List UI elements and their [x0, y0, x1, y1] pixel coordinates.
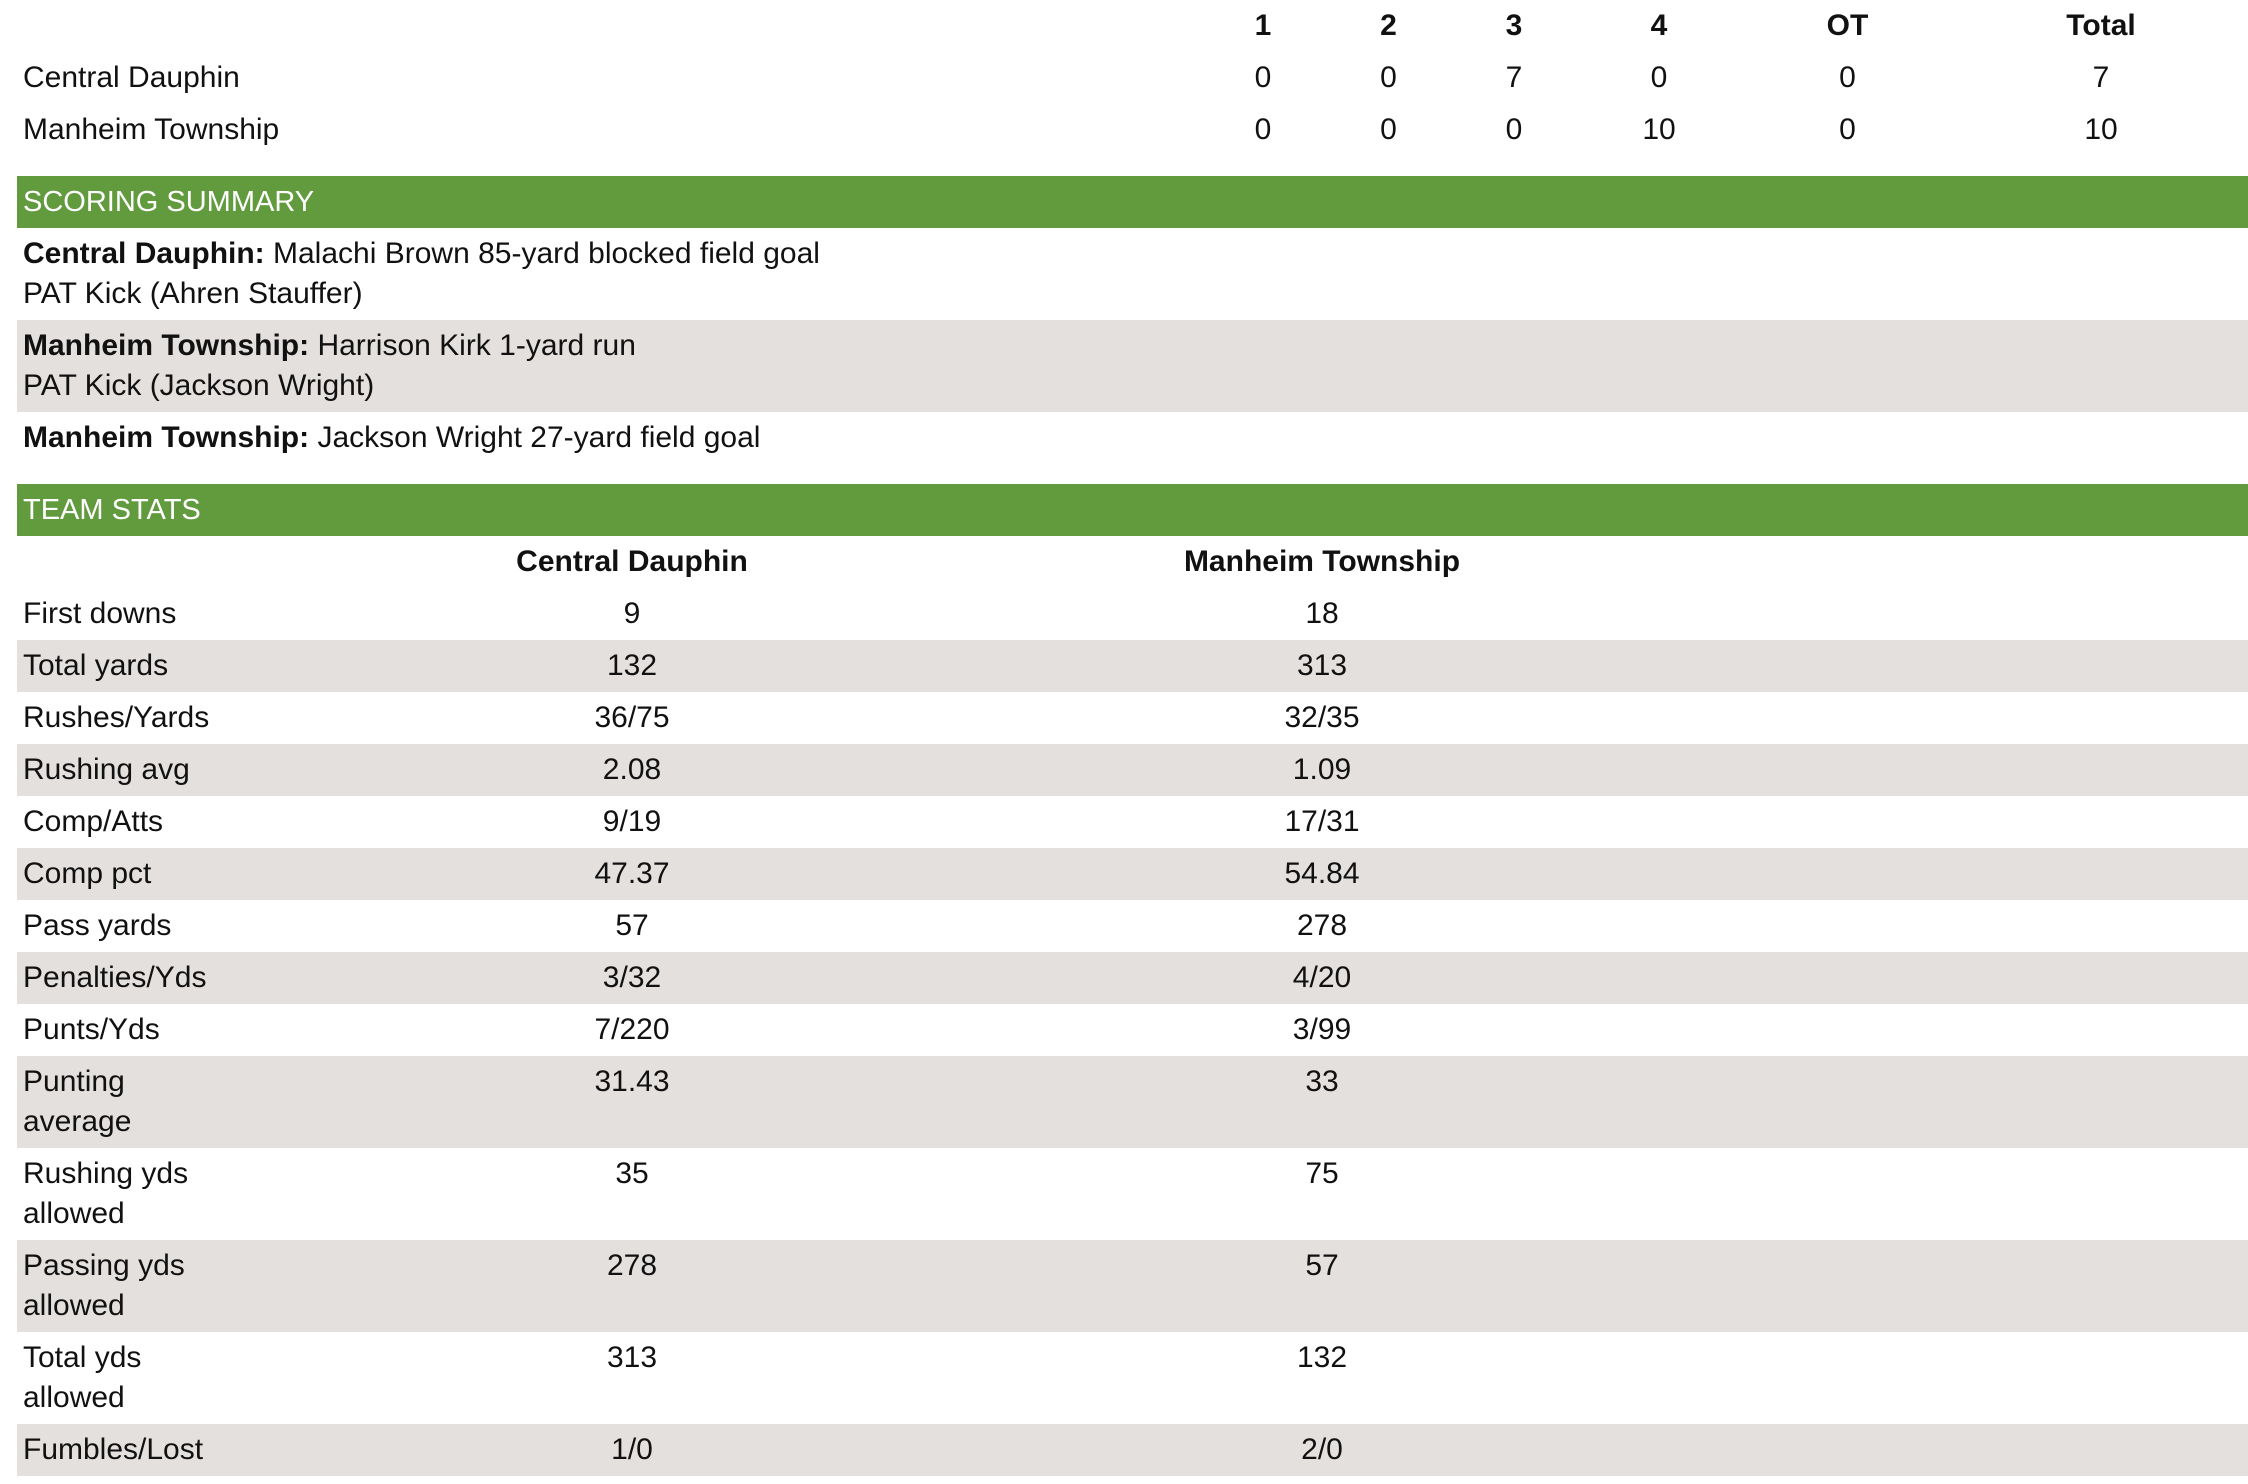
- stat-label: Total yards: [17, 640, 232, 692]
- scoring-play-pat: PAT Kick (Jackson Wright): [23, 369, 375, 402]
- stat-cell-team2: [1032, 692, 2248, 744]
- stat-row: [17, 952, 2248, 1004]
- stat-value-team1: 9: [623, 597, 641, 630]
- scoring-play-team: Manheim Township:: [23, 329, 310, 362]
- stat-label: Comp pct: [17, 848, 232, 900]
- stat-row: [17, 1004, 2248, 1056]
- linescore-team-header: [17, 0, 1200, 52]
- stat-value-team1: 1/0: [232, 1424, 1032, 1476]
- stat-row: [17, 1424, 2248, 1476]
- linescore-team-name: Central Dauphin: [23, 61, 240, 94]
- stat-value-team2: 33: [1305, 1065, 1339, 1098]
- linescore-header-q4: 4: [1650, 9, 1668, 42]
- stat-cell-team2: [1032, 1004, 2248, 1056]
- stat-cell-team2: [1032, 744, 2248, 796]
- stat-row: [17, 1056, 2248, 1148]
- scoring-play-line: [23, 326, 2248, 366]
- team-stats-header: TEAM STATS: [17, 484, 2248, 536]
- linescore-score: 0: [1380, 113, 1397, 146]
- stat-row: [17, 1240, 2248, 1332]
- stat-value-team2: 3/99: [1292, 1013, 1352, 1046]
- stat-row: [17, 900, 2248, 952]
- stat-cell-team2: [1032, 848, 2248, 900]
- scoring-play-desc: Jackson Wright 27-yard field goal: [309, 421, 761, 454]
- scoring-play-desc: Harrison Kirk 1-yard run: [309, 329, 636, 362]
- scoring-play-pat: PAT Kick (Ahren Stauffer): [23, 277, 363, 310]
- scoring-play-line: [23, 234, 2248, 274]
- scoring-play-team: Central Dauphin:: [23, 237, 265, 270]
- stat-label: Punts/Yds: [23, 1013, 160, 1046]
- stat-value-team1: 278: [232, 1240, 1032, 1332]
- linescore-score: 7: [1505, 61, 1523, 94]
- linescore-score: 0: [1839, 113, 1856, 146]
- stat-label: Penalties/Yds: [17, 952, 232, 1004]
- linescore-header-q2: 2: [1380, 9, 1397, 42]
- stat-label: Pass yards: [23, 909, 172, 942]
- stat-cell-team2: [1032, 588, 2248, 640]
- stat-value-team1: 2.08: [232, 744, 1032, 796]
- stat-value-team2: 54.84: [1284, 857, 1360, 890]
- stat-cell-team2: [1032, 796, 2248, 848]
- stat-cell-team2: [1032, 1332, 2248, 1424]
- linescore-score: 0: [1254, 61, 1272, 94]
- linescore-score: 0: [1505, 113, 1523, 146]
- stat-label: Punting average: [17, 1056, 232, 1148]
- stat-row: [17, 744, 2248, 796]
- stat-value-team2: 313: [1296, 649, 1348, 682]
- linescore-total: 10: [2084, 113, 2118, 146]
- stat-label: Rushing yds allowed: [23, 1157, 189, 1230]
- stat-value-team1: 57: [615, 909, 649, 942]
- scoring-play-desc: Malachi Brown 85-yard blocked field goal: [264, 237, 820, 270]
- linescore-team-name: Manheim Township: [23, 113, 280, 146]
- stat-value-team2: 57: [1305, 1249, 1339, 1282]
- stat-label: Passing yds allowed: [17, 1240, 232, 1332]
- stat-cell-team2: [1032, 1056, 2248, 1148]
- linescore-table: [17, 0, 2248, 156]
- stat-label: Rushing avg: [17, 744, 232, 796]
- stat-cell-team2: [1032, 900, 2248, 952]
- linescore-header-q1: 1: [1254, 9, 1272, 42]
- linescore-score: 10: [1642, 113, 1676, 146]
- linescore-header-ot: OT: [1826, 9, 1869, 42]
- stat-value-team2: 75: [1305, 1157, 1339, 1190]
- team-stats-table: [17, 536, 2248, 1476]
- stat-value-team1: 7/220: [594, 1013, 670, 1046]
- stat-value-team2: 4/20: [1292, 961, 1352, 994]
- stat-value-team1: 3/32: [232, 952, 1032, 1004]
- stat-value-team1: 313: [606, 1341, 658, 1374]
- stat-cell-team2: [1032, 1240, 2248, 1332]
- stat-label: Fumbles/Lost: [17, 1424, 232, 1476]
- stat-value-team1: 47.37: [232, 848, 1032, 900]
- linescore-score: 0: [1254, 113, 1272, 146]
- stat-cell-team2: [1032, 640, 2248, 692]
- stat-value-team2: 1.09: [1292, 753, 1352, 786]
- stat-value-team1: 35: [615, 1157, 649, 1190]
- stat-value-team1: 132: [232, 640, 1032, 692]
- linescore-row: [17, 104, 2248, 156]
- stat-value-team2: 17/31: [1284, 805, 1360, 838]
- scoring-summary-header: SCORING SUMMARY: [17, 176, 2248, 228]
- team-stats-body: [17, 588, 2248, 1476]
- stat-row: [17, 640, 2248, 692]
- team2-header: [1032, 536, 2248, 588]
- team-stats-header-row: [17, 536, 2248, 588]
- team2-header-label: Manheim Township: [1183, 545, 1461, 578]
- linescore-total: 7: [2092, 61, 2110, 94]
- stat-row: [17, 1148, 2248, 1240]
- stat-value-team1: 31.43: [232, 1056, 1032, 1148]
- stat-value-team2: 132: [1296, 1341, 1348, 1374]
- stat-value-team2: 2/0: [1301, 1433, 1343, 1466]
- stat-label: First downs: [23, 597, 177, 630]
- stat-row: [17, 1332, 2248, 1424]
- stat-value-team2: 278: [1296, 909, 1348, 942]
- scoring-play-line: [23, 418, 2248, 458]
- linescore-score: 0: [1839, 61, 1856, 94]
- stat-row: [17, 588, 2248, 640]
- stat-value-team1: 36/75: [594, 701, 670, 734]
- stat-value-team2: 18: [1305, 597, 1339, 630]
- stat-cell-team2: [1032, 1148, 2248, 1240]
- stat-value-team2: 32/35: [1284, 701, 1360, 734]
- linescore-header-total: Total: [2066, 9, 2136, 42]
- scoring-play: [17, 412, 2248, 464]
- stat-label: Comp/Atts: [23, 805, 164, 838]
- stat-row: [17, 796, 2248, 848]
- stat-cell-team2: [1032, 1424, 2248, 1476]
- stat-value-team1: 9/19: [602, 805, 662, 838]
- stat-label: Total yds allowed: [23, 1341, 142, 1414]
- stat-row: [17, 848, 2248, 900]
- stat-row: [17, 692, 2248, 744]
- linescore-header-row: [17, 0, 2248, 52]
- scoring-play-team: Manheim Township:: [23, 421, 310, 454]
- scoring-play: [17, 228, 2248, 320]
- stat-label-header: [17, 536, 232, 588]
- stat-label: Rushes/Yards: [23, 701, 210, 734]
- stat-cell-team2: [1032, 952, 2248, 1004]
- scoring-play: [17, 320, 2248, 412]
- linescore-score: 0: [1650, 61, 1668, 94]
- linescore-row: [17, 52, 2248, 104]
- team1-header: Central Dauphin: [516, 545, 748, 578]
- linescore-header-q3: 3: [1505, 9, 1523, 42]
- linescore-score: 0: [1380, 61, 1397, 94]
